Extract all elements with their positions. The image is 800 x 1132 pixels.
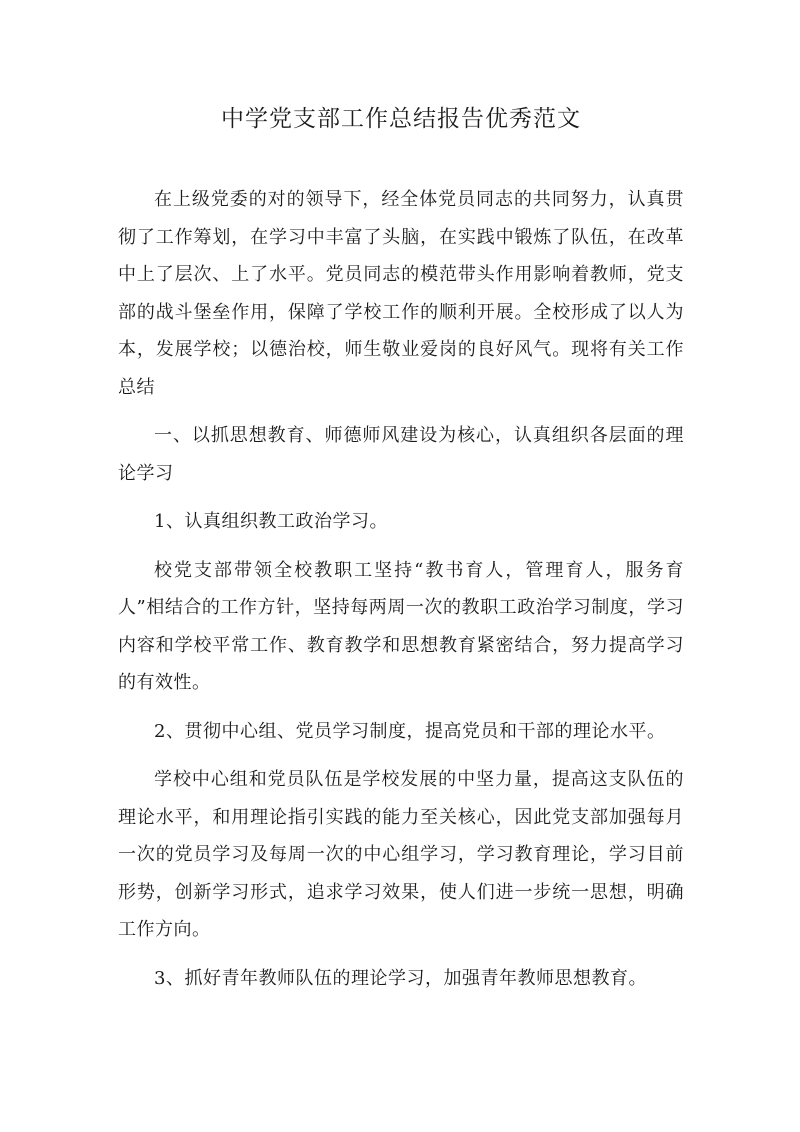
paragraph-1: 校党支部带领全校教职工坚持“教书育人，管理育人，服务育人”相结合的工作方针，坚持每两周一次的教职工政治学习制度，学习内容和学校平常工作、教育教学和思想教育紧密结合，努力提高学习的有效性。	[118, 559, 684, 693]
subheading-3: 3、抓好青年教师队伍的理论学习，加强青年教师思想教育。	[154, 967, 647, 989]
document-page	[118, 0, 684, 1132]
paragraph-2: 学校中心组和党员队伍是学校发展的中坚力量，提高这支队伍的理论水平，和用理论指引实践的能力至关核心，因此党支部加强每月一次的党员学习及每周一次的中心组学习，学习教育理论，学习目前形势，创新学习形式，追求学习效果，使人们进一步统一思想，明确工作方向。	[118, 769, 684, 940]
subheading-1: 1、认真组织教工政治学习。	[154, 511, 388, 532]
heading-section-1: 一、以抓思想教育、师德师风建设为核心，认真组织各层面的理论学习	[118, 425, 684, 484]
document-title: 中学党支部工作总结报告优秀范文	[221, 106, 581, 132]
document-body	[118, 181, 684, 1008]
subheading-2: 2、贯彻中心组、党员学习制度，提高党员和干部的理论水平。	[154, 720, 666, 742]
paragraph-intro: 在上级党委的对的领导下，经全体党员同志的共同努力，认真贯彻了工作筹划，在学习中丰富了头脑，在实践中锻炼了队伍，在改革中上了层次、上了水平。党员同志的模范带头作用影响着教师，党支部的战斗堡垒作用，保障了学校工作的顺利开展。全校形成了以人为本，发展学校；以德治校，师生敬业爱岗的良好风气。现将有关工作总结	[118, 189, 684, 398]
